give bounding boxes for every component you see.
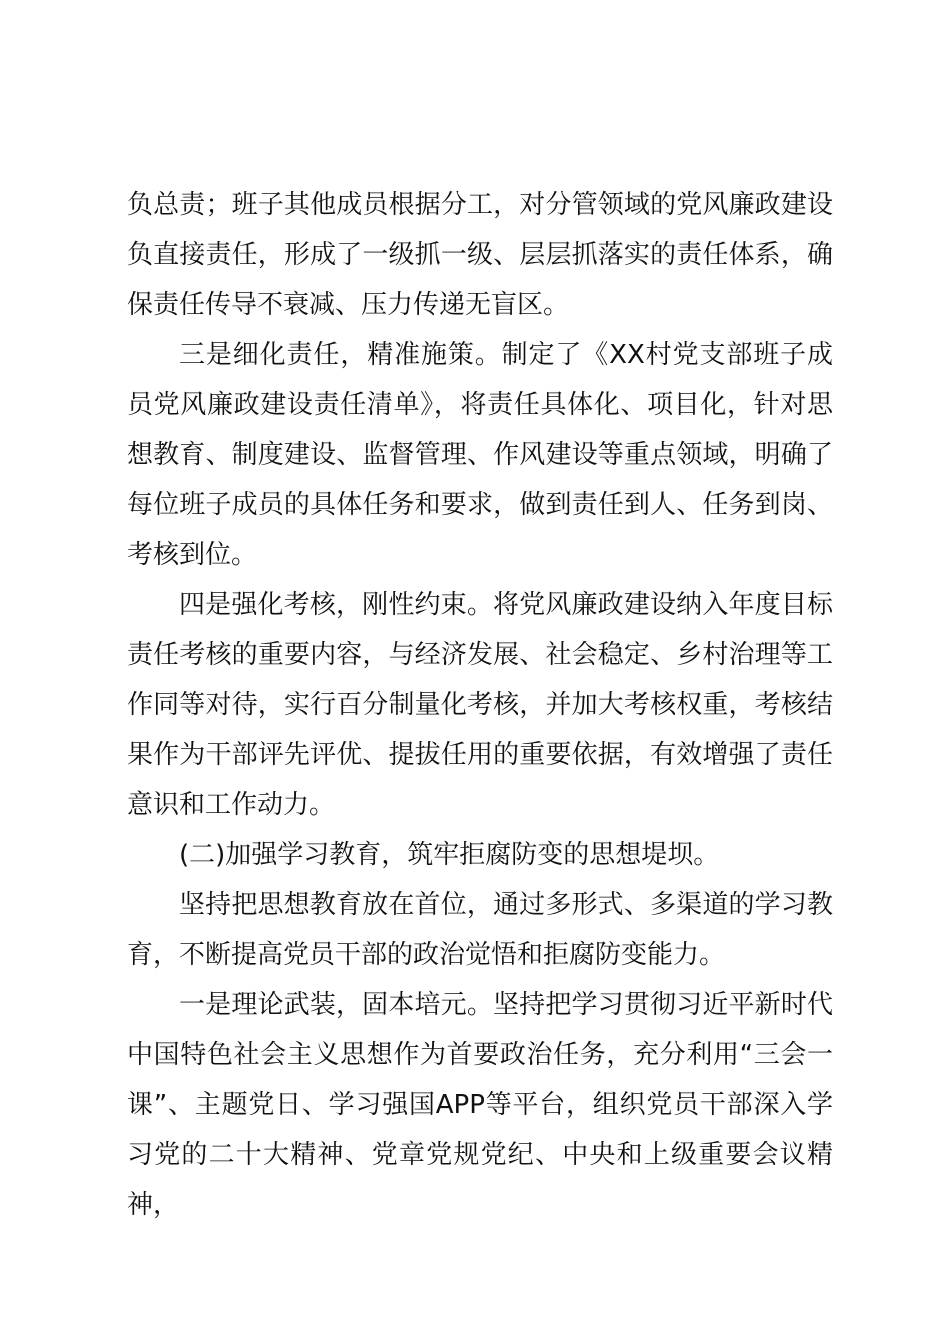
document-body (127, 180, 833, 1230)
paragraph-strengthen-assessment: 四是强化考核，刚性约束。将党风廉政建设纳入年度目标责任考核的重要内容，与经济发展、社会稳定、乡村治理等工作同等对待，实行百分制量化考核，并加大考核权重，考核结果作为干部评先评优、提拔任用的重要依据，有效增强了责任意识和工作动力。 (127, 590, 833, 820)
paragraph-theory-study: 一是理论武装，固本培元。坚持把学习贯彻习近平新时代中国特色社会主义思想作为首要政治任务，充分利用“三会一课”、主题党日、学习强国APP等平台，组织党员干部深入学习党的二十大精神、党章党规党纪、中央和上级重要会议精神， (127, 990, 833, 1220)
paragraph-refine-responsibility: 三是细化责任，精准施策。制定了《XX村党支部班子成员党风廉政建设责任清单》，将责任具体化、项目化，针对思想教育、制度建设、监督管理、作风建设等重点领域，明确了每位班子成员的具体任务和要求，做到责任到人、任务到岗、考核到位。 (127, 340, 833, 570)
paragraph-ideological-education: 坚持把思想教育放在首位，通过多形式、多渠道的学习教育，不断提高党员干部的政治觉悟和拒腐防变能力。 (127, 890, 833, 970)
section-heading-learning-education: (二)加强学习教育，筑牢拒腐防变的思想堤坝。 (179, 840, 720, 870)
paragraph-continuation: 负总责；班子其他成员根据分工，对分管领域的党风廉政建设负直接责任，形成了一级抓一级、层层抓落实的责任体系，确保责任传导不衰减、压力传递无盲区。 (127, 190, 833, 320)
